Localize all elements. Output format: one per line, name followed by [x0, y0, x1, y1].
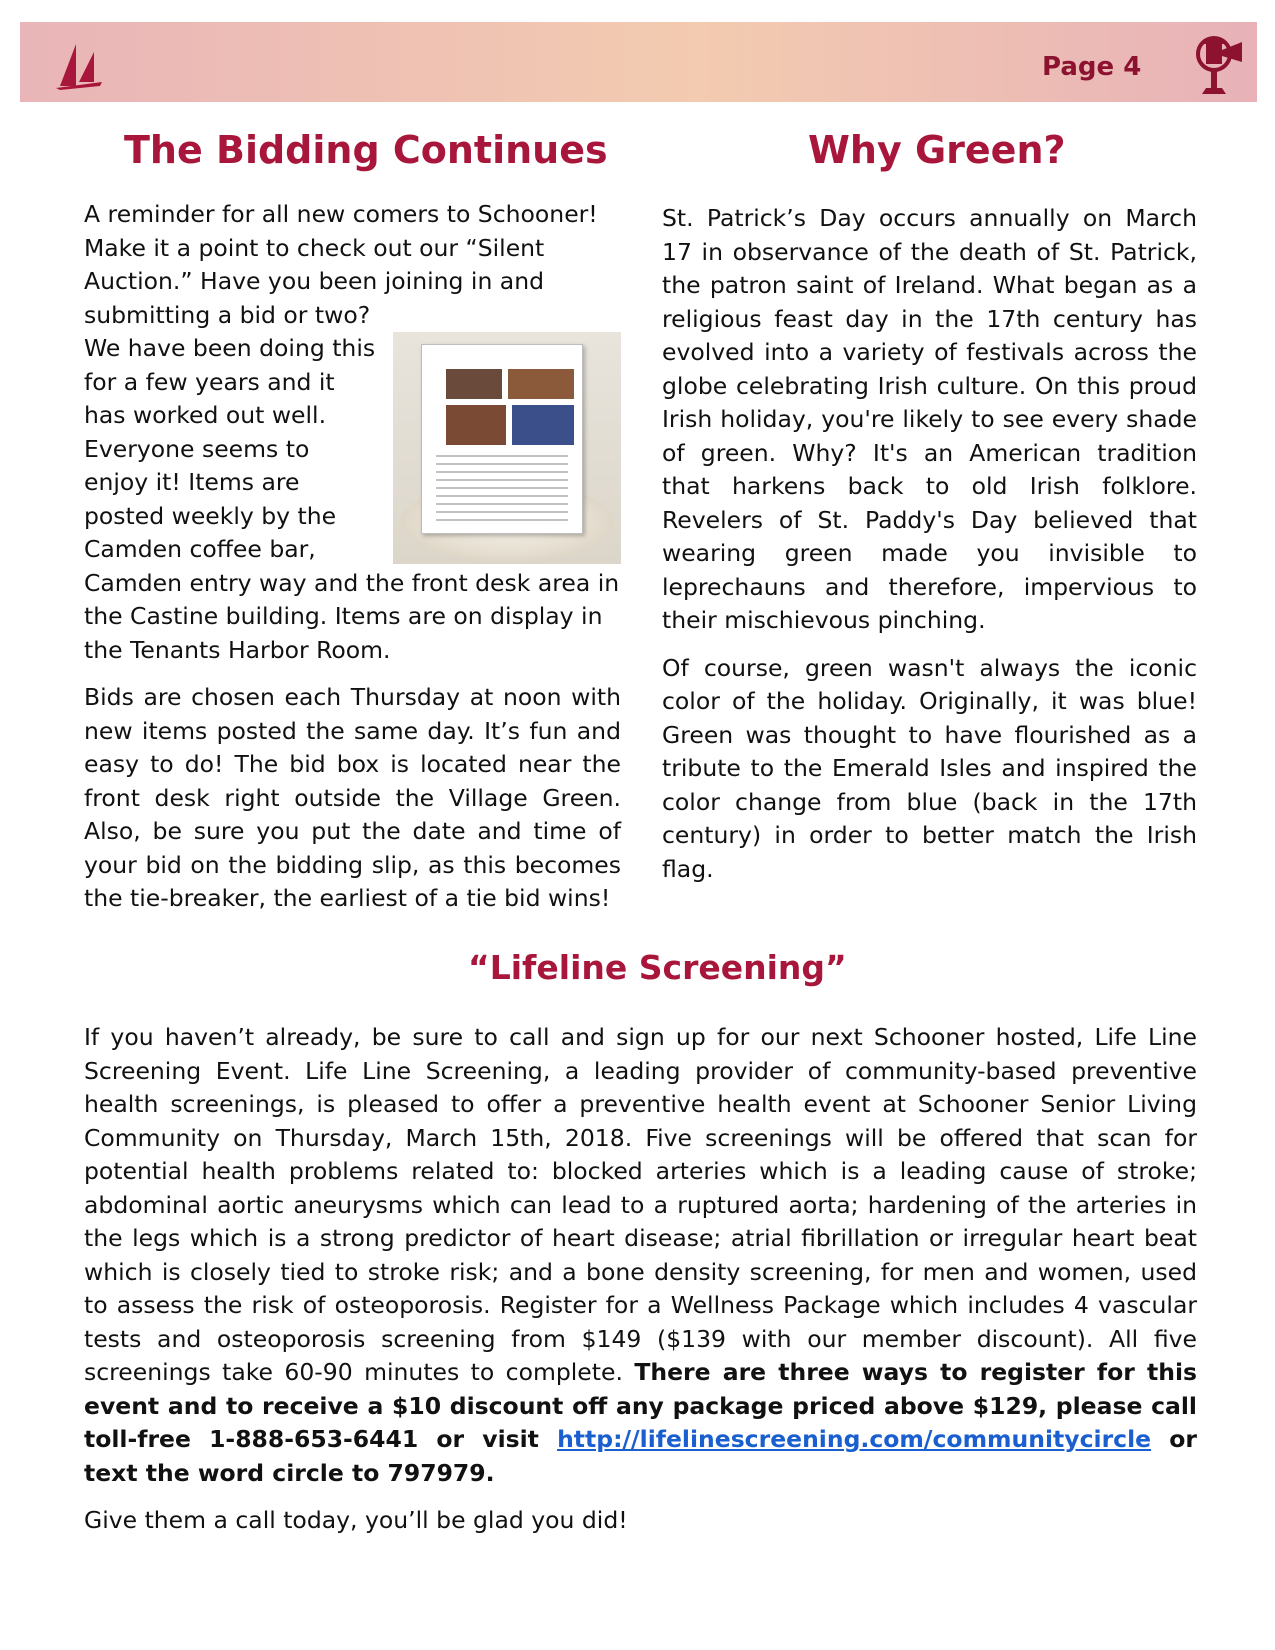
- bidding-paragraph-details: We have been doing this for a few years and it has worked out well. Everyone seems to enjoy it! Items are posted weekly by the Camden coffee bar, Camden entry way and the front desk area in the Castine building. Items are on display in the Tenants Harbor Room.: [84, 334, 620, 664]
- lifeline-paragraph: [84, 1021, 1197, 1490]
- why-green-article: [662, 202, 1197, 900]
- why-green-title: Why Green?: [808, 128, 1066, 172]
- lifeline-register-text: There are three ways to register for this event and to receive a $10 discount off any package priced above $129, please call toll-free 1-888-653-6441 or visit: [84, 1358, 1197, 1453]
- flyer-text-lines: [436, 455, 568, 525]
- lifeline-article: [84, 1021, 1197, 1552]
- flyer-sheet: [421, 344, 583, 534]
- lifeline-link[interactable]: http://lifelinescreening.com/communitycircle: [557, 1425, 1152, 1453]
- lifeline-closing: Give them a call today, you’ll be glad you did!: [84, 1506, 628, 1534]
- bidding-title: The Bidding Continues: [124, 128, 608, 172]
- bidding-paragraph-rules: Bids are chosen each Thursday at noon with new items posted the same day. It’s fun and easy to do! The bid box is located near the front desk right outside the Village Green. Also, be sure you put the date and time of your bid on the bidding slip, as this becomes the tie-breaker, the earliest of a tie bid wins!: [84, 683, 621, 912]
- flyer-image: [512, 405, 574, 445]
- lighthouse-icon: [1192, 32, 1248, 96]
- bidding-article: [84, 198, 621, 930]
- flyer-image: [446, 405, 506, 445]
- flyer-image: [508, 369, 574, 399]
- lifeline-body-text: If you haven’t already, be sure to call and sign up for our next Schooner hosted, Life Line Screening Event. Life Line Screening, a leading provider of community-based preventive health screenings, is pleased to offer a preventive health event at Schooner Senior Living Community on Thursday, March 15th, 2018. Five screenings will be offered that scan for potential health problems related to: blocked arteries which is a leading cause of stroke; abdominal aortic aneurysms which can lead to a ruptured aorta; hardening of the arteries in the legs which is a strong predictor of heart disease; atrial fibrillation or irregular heart beat which is closely tied to stroke risk; and a bone density screening, for men and women, used to assess the risk of osteoporosis. Register for a Wellness Package which includes 4 vascular tests and osteoporosis screening from $149 ($139 with our member discount). All five screenings take 60-90 minutes to complete.: [84, 1023, 1197, 1386]
- page-header-band: [20, 22, 1257, 102]
- bidding-paragraph-intro: A reminder for all new comers to Schooner! Make it a point to check out our “Silent Auction.” Have you been joining in and submitting a bid or two?: [84, 200, 598, 329]
- lifeline-register-text-end: or text the word circle to 797979.: [84, 1425, 1197, 1487]
- flyer-image: [446, 369, 502, 399]
- flyer-heading: [428, 349, 488, 357]
- sailboat-icon: [54, 38, 104, 92]
- lifeline-title: “Lifeline Screening”: [468, 948, 847, 987]
- why-green-paragraph-1: St. Patrick’s Day occurs annually on March 17 in observance of the death of St. Patrick, the patron saint of Ireland. What began as a religious feast day in the 17th century has evolved into a variety of festivals across the globe celebrating Irish culture. On this proud Irish holiday, you're likely to see every shade of green. Why? It's an American tradition that harkens back to old Irish folklore. Revelers of St. Paddy's Day believed that wearing green made you invisible to leprechauns and therefore, impervious to their mischievous pinching.: [662, 204, 1197, 634]
- auction-flyer-photo: [393, 332, 621, 564]
- why-green-paragraph-2: Of course, green wasn't always the iconic color of the holiday. Originally, it was blue! Green was thought to have flourished as a tribute to the Emerald Isles and inspired the color change from blue (back in the 17th century) in order to better match the Irish flag.: [662, 653, 1197, 883]
- page-number: Page 4: [1042, 52, 1142, 82]
